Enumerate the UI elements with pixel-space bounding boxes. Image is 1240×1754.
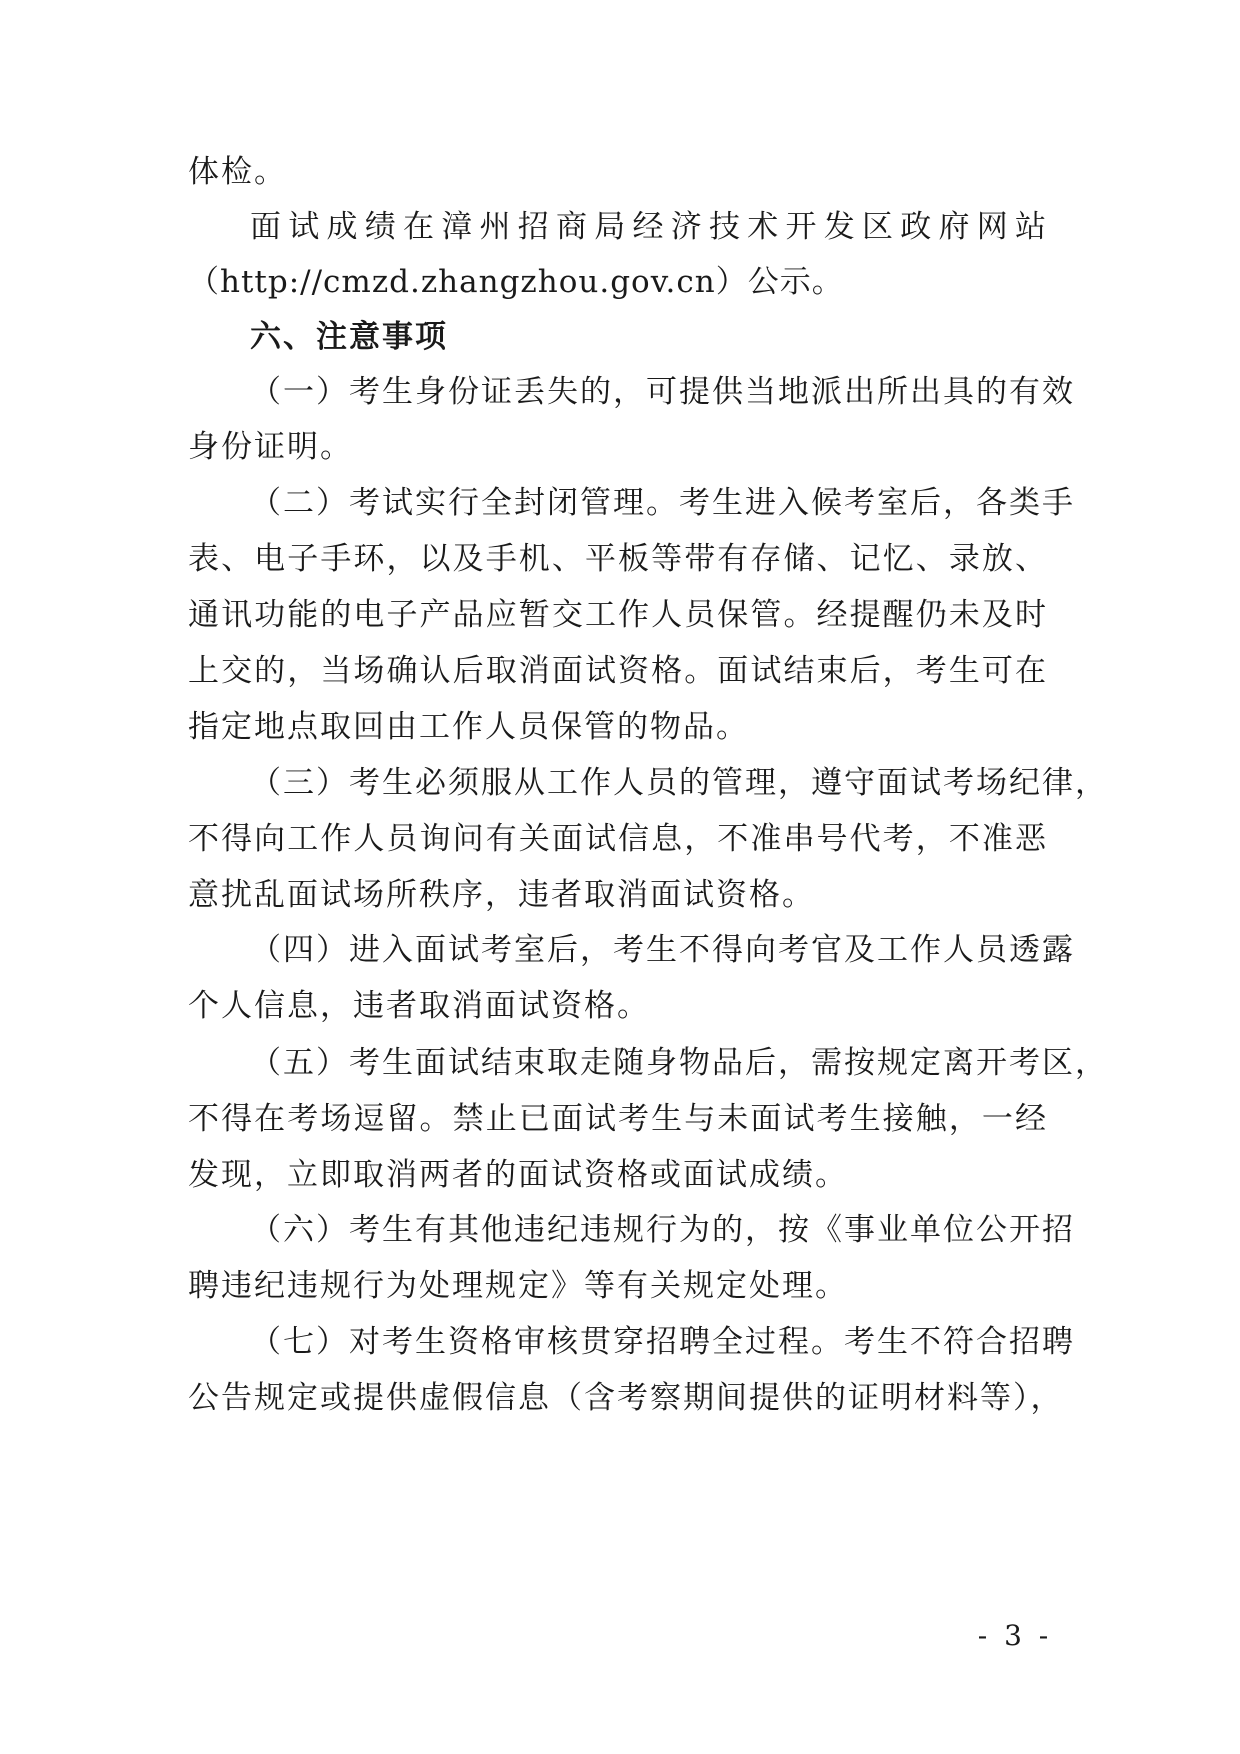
text-line: （二）考试实行全封闭管理。考生进入候考室后，各类手	[250, 485, 1075, 521]
text-line: 通讯功能的电子产品应暂交工作人员保管。经提醒仍未及时	[188, 597, 1048, 633]
text-line: 身份证明。	[188, 429, 353, 465]
text-line: 公告规定或提供虚假信息（含考察期间提供的证明材料等），	[188, 1380, 1064, 1416]
text-line: （七）对考生资格审核贯穿招聘全过程。考生不符合招聘	[250, 1324, 1075, 1360]
text-line: 意扰乱面试场所秩序，违者取消面试资格。	[188, 877, 815, 913]
text-line: 面试成绩在漳州招商局经济技术开发区政府网站	[250, 209, 1048, 245]
text-line: （五）考生面试结束取走随身物品后，需按规定离开考区，	[250, 1045, 1108, 1081]
text-line: 不得在考场逗留。禁止已面试考生与未面试考生接触，一经	[188, 1101, 1048, 1137]
text-line: 发现，立即取消两者的面试资格或面试成绩。	[188, 1157, 848, 1193]
text-line: （六）考生有其他违纪违规行为的，按《事业单位公开招	[250, 1212, 1075, 1248]
text-line: 体检。	[188, 154, 287, 190]
text-line: 上交的，当场确认后取消面试资格。面试结束后，考生可在	[188, 653, 1048, 689]
text-line: （一）考生身份证丢失的，可提供当地派出所出具的有效	[250, 374, 1075, 410]
text-line: 不得向工作人员询问有关面试信息，不准串号代考，不准恶	[188, 821, 1048, 857]
text-line: 个人信息，违者取消面试资格。	[188, 988, 650, 1024]
text-line: （三）考生必须服从工作人员的管理，遵守面试考场纪律，	[250, 765, 1108, 801]
page-number: - 3 -	[977, 1619, 1053, 1652]
section-heading: 六、注意事项	[250, 319, 448, 355]
text-line-url: （http://cmzd.zhangzhou.gov.cn）公示。	[188, 264, 844, 300]
text-line: （四）进入面试考室后，考生不得向考官及工作人员透露	[250, 932, 1075, 968]
text-line: 指定地点取回由工作人员保管的物品。	[188, 709, 749, 745]
text-line: 表、电子手环，以及手机、平板等带有存储、记忆、录放、	[188, 541, 1048, 577]
text-line: 聘违纪违规行为处理规定》等有关规定处理。	[188, 1268, 848, 1304]
